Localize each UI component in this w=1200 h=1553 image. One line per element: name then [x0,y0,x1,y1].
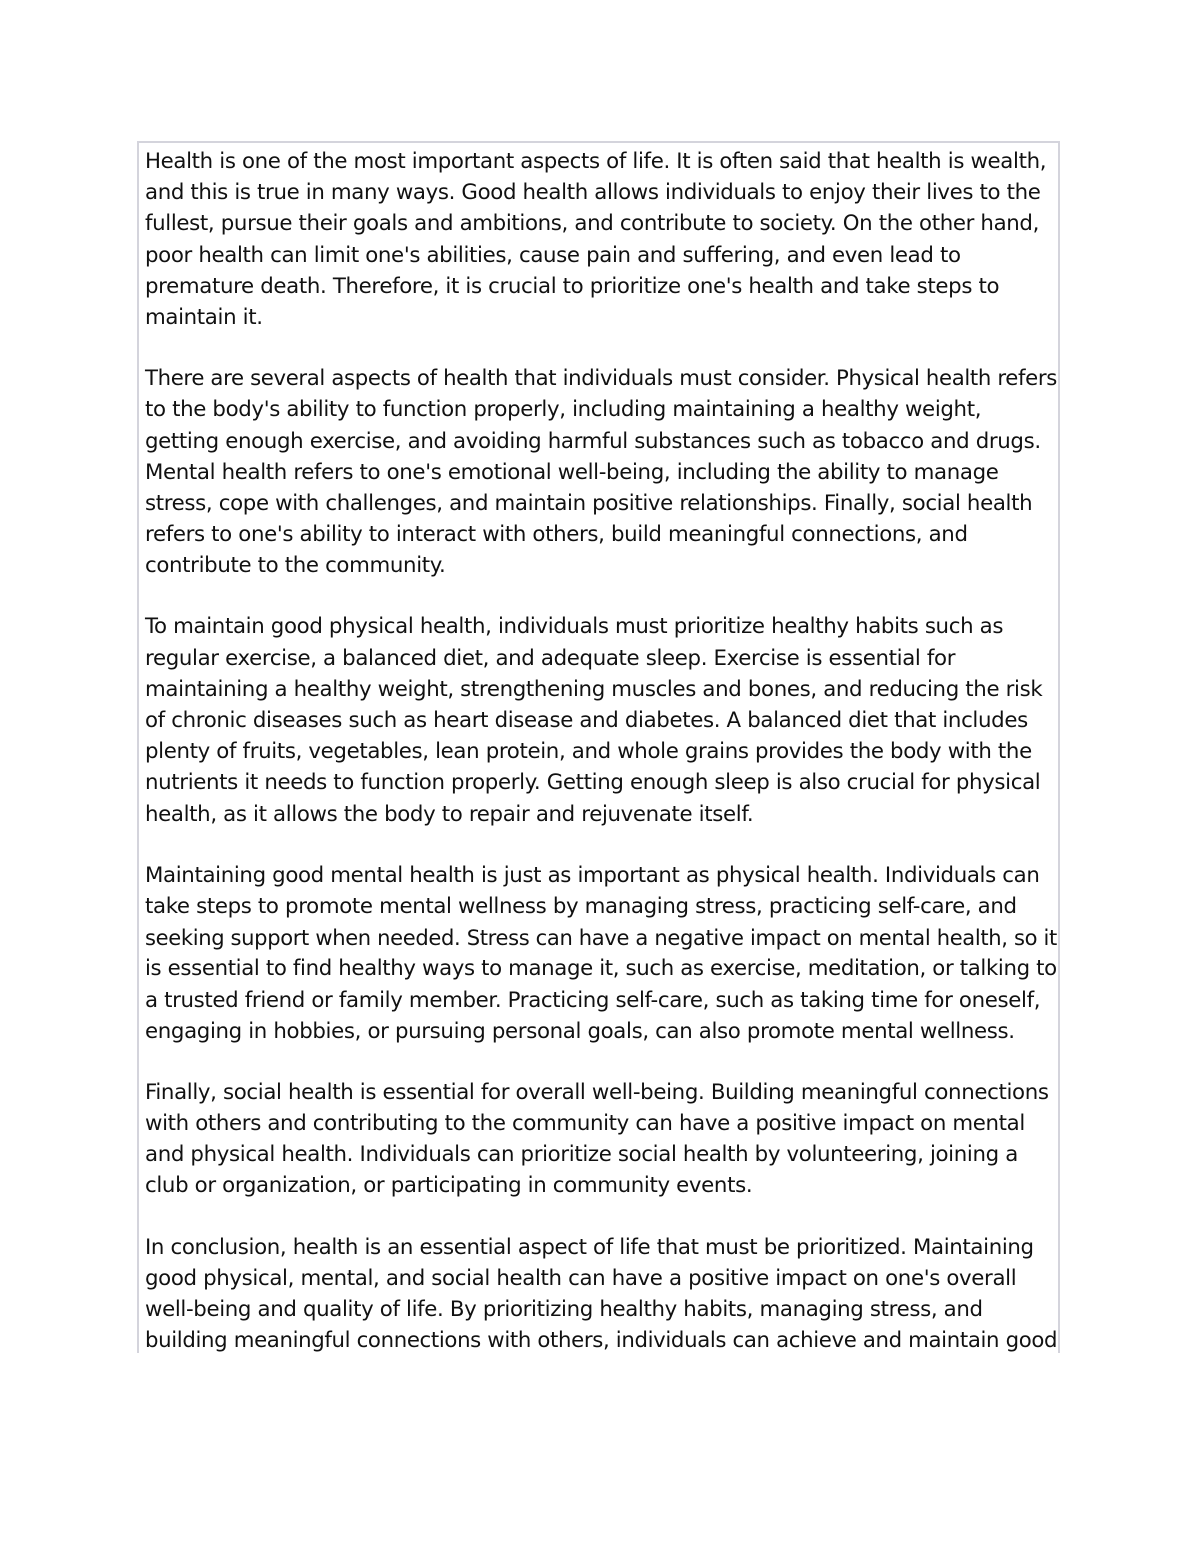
document-body [145,146,1060,1353]
text-line: Health is one of the most important aspects of life. It is often said that health is wealth, [145,149,1047,174]
paragraph-4 [145,860,1060,1047]
text-frame[interactable] [137,141,1060,1353]
text-line: premature death. Therefore, it is crucial to prioritize one's health and take steps to [145,273,1000,299]
text-line: getting enough exercise, and avoiding harmful substances such as tobacco and drugs. [145,428,1041,454]
text-line: To maintain good physical health, individuals must prioritize healthy habits such as [145,614,1004,640]
text-line: maintain it. [145,304,263,330]
text-line: In conclusion, health is an essential aspect of life that must be prioritized. Maintaining [145,1234,1034,1260]
text-line: a trusted friend or family member. Practicing self-care, such as taking time for oneself, [145,987,1041,1013]
text-line: nutrients it needs to function properly. Getting enough sleep is also crucial for physical [145,770,1041,796]
text-line: plenty of fruits, vegetables, lean protein, and whole grains provides the body with the [145,739,1032,765]
text-line: is essential to find healthy ways to manage it, such as exercise, meditation, or talking to [145,956,1057,982]
text-line: and this is true in many ways. Good health allows individuals to enjoy their lives to the [145,180,1041,206]
text-line: refers to one's ability to interact with others, build meaningful connections, and [145,522,968,548]
paragraph-2 [145,363,1060,581]
text-line: Maintaining good mental health is just as important as physical health. Individuals can [145,862,1040,888]
text-line: There are several aspects of health that individuals must consider. Physical health refers [145,366,1057,392]
text-line: of chronic diseases such as heart disease and diabetes. A balanced diet that includes [145,708,1028,733]
paragraph-3 [145,611,1060,829]
paragraph-spacer [145,1202,1060,1232]
text-line: to the body's ability to function properly, including maintaining a healthy weight, [145,397,982,423]
paragraph-1 [145,146,1060,333]
paragraph-spacer [145,333,1060,363]
paragraph-6 [145,1232,1060,1353]
text-line: with others and contributing to the community can have a positive impact on mental [145,1111,1025,1137]
text-line: maintaining a healthy weight, strengthening muscles and bones, and reducing the risk [145,676,1043,702]
text-line: seeking support when needed. Stress can have a negative impact on mental health, so it [145,925,1057,951]
text-line: engaging in hobbies, or pursuing personal goals, can also promote mental wellness. [145,1018,1015,1044]
text-line: take steps to promote mental wellness by managing stress, practicing self-care, and [145,893,1017,919]
paragraph-spacer [145,830,1060,860]
text-line: poor health can limit one's abilities, cause pain and suffering, and even lead to [145,242,961,268]
paragraph-spacer [145,1047,1060,1077]
text-line: well-being and quality of life. By prioritizing healthy habits, managing stress, and [145,1297,983,1322]
text-line: regular exercise, a balanced diet, and adequate sleep. Exercise is essential for [145,645,956,671]
paragraph-5 [145,1077,1060,1202]
text-line: contribute to the community. [145,553,446,579]
text-line: health, as it allows the body to repair and rejuvenate itself. [145,801,754,827]
text-line: good physical, mental, and social health can have a positive impact on one's overall [145,1265,1017,1291]
text-line: and physical health. Individuals can prioritize social health by volunteering, joining a [145,1142,1018,1168]
text-line: fullest, pursue their goals and ambitions, and contribute to society. On the other hand, [145,211,1040,237]
paragraph-spacer [145,581,1060,611]
text-line: Mental health refers to one's emotional well-being, including the ability to manage [145,459,999,485]
text-line: stress, cope with challenges, and maintain positive relationships. Finally, social health [145,490,1033,516]
text-line: club or organization, or participating in community events. [145,1173,753,1199]
text-line: building meaningful connections with others, individuals can achieve and maintain good [145,1328,1058,1353]
text-line: Finally, social health is essential for overall well-being. Building meaningful connections [145,1079,1049,1105]
